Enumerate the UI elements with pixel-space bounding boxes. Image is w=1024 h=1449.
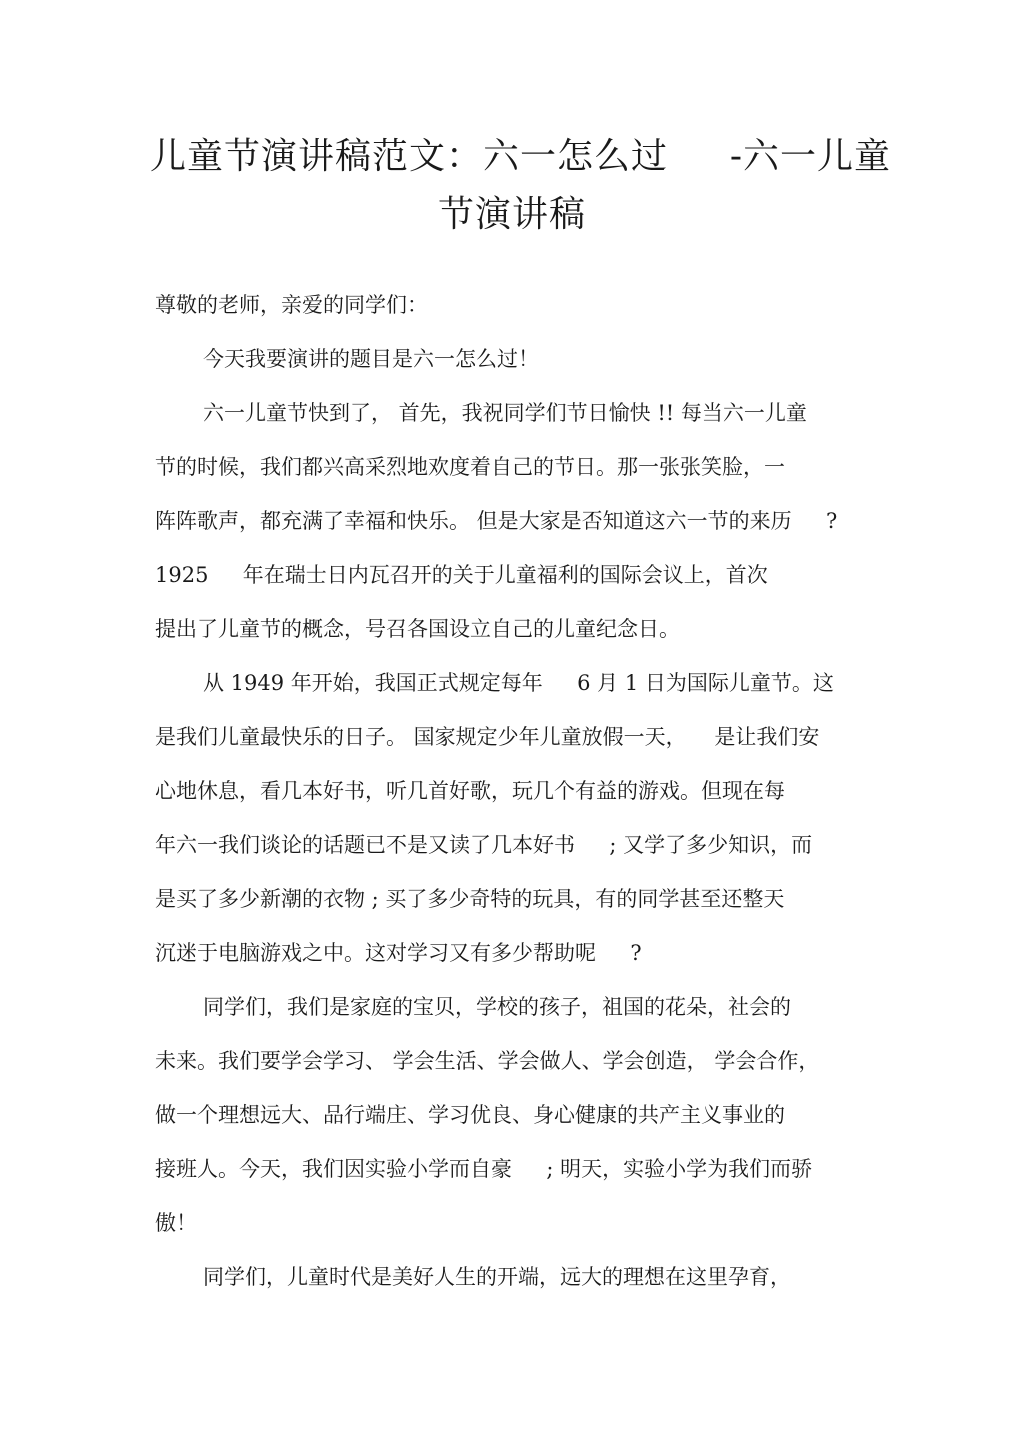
paragraph-2-line-2: 节的时候，我们都兴高采烈地欢度着自己的节日。那一张张笑脸，一 <box>155 455 785 479</box>
paragraph-2-line-4: 1925 年在瑞士日内瓦召开的关于儿童福利的国际会议上，首次 <box>155 563 768 587</box>
paragraph-1-line-1: 今天我要演讲的题目是六一怎么过！ <box>203 347 539 371</box>
paragraph-3-line-5: 是买了多少新潮的衣物 ; 买了多少奇特的玩具，有的同学甚至还整天 <box>155 887 785 911</box>
paragraph-3-line-2: 是我们儿童最快乐的日子。 国家规定少年儿童放假一天， 是让我们安 <box>155 725 820 749</box>
document-title <box>150 128 892 244</box>
paragraph-3-line-3: 心地休息，看几本好书，听几首好歌，玩几个有益的游戏。但现在每 <box>155 779 785 803</box>
paragraph-3-line-6: 沉迷于电脑游戏之中。这对学习又有多少帮助呢 ? <box>155 941 642 965</box>
paragraph-3-line-4: 年六一我们谈论的话题已不是又读了几本好书 ; 又学了多少知识，而 <box>155 833 813 857</box>
paragraph-4-line-3: 做一个理想远大、品行端庄、学习优良、身心健康的共产主义事业的 <box>155 1103 785 1127</box>
title-line-2: 节演讲稿 <box>437 194 586 235</box>
paragraph-2-line-5: 提出了儿童节的概念，号召各国设立自己的儿童纪念日。 <box>155 617 680 641</box>
paragraph-2-line-1: 六一儿童节快到了， 首先，我祝同学们节日愉快 !! 每当六一儿童 <box>203 401 807 425</box>
paragraph-4-line-4: 接班人。今天，我们因实验小学而自豪 ; 明天，实验小学为我们而骄 <box>155 1157 813 1181</box>
paragraph-3-line-1: 从 1949 年开始，我国正式规定每年 6 月 1 日为国际儿童节。这 <box>203 671 834 695</box>
salutation-line: 尊敬的老师，亲爱的同学们： <box>155 293 428 317</box>
paragraph-5-line-1: 同学们，儿童时代是美好人生的开端，远大的理想在这里孕育， <box>203 1265 791 1289</box>
paragraph-4-line-5: 傲！ <box>155 1211 197 1235</box>
paragraph-2-line-3: 阵阵歌声，都充满了幸福和快乐。 但是大家是否知道这六一节的来历 ? <box>155 509 838 533</box>
paragraph-4-line-2: 未来。我们要学会学习、 学会生活、学会做人、学会创造， 学会合作， <box>155 1049 820 1073</box>
title-line-1: 儿童节演讲稿范文：六一怎么过 -六一儿童 <box>150 136 892 177</box>
paragraph-4-line-1: 同学们，我们是家庭的宝贝，学校的孩子，祖国的花朵，社会的 <box>203 995 791 1019</box>
